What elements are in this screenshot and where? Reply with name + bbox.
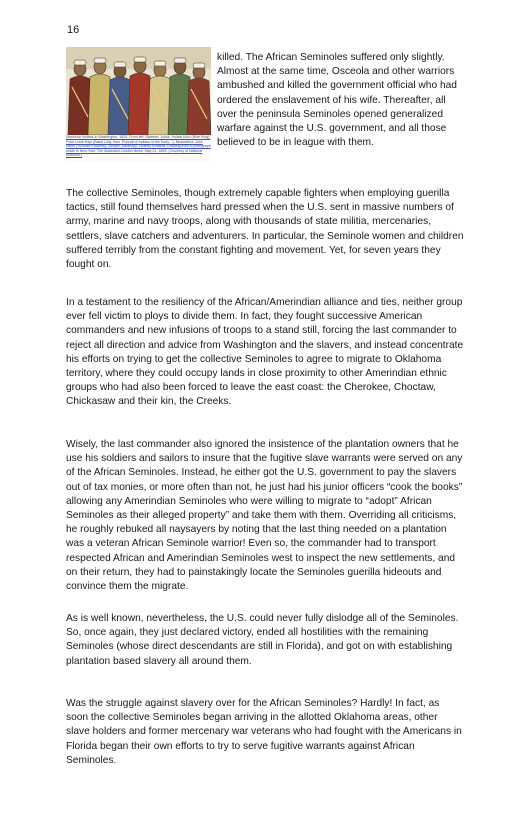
intro-paragraph: killed. The African Seminoles suffered only slightly. Almost at the same time, Osceola and other warriors ambushed and killed the government official who had ordered the enslavement of his wife. Thereafter, all over the peninsula Seminoles opened generalized warfare against the U.S. government, and all those believed to be in league with them.	[217, 52, 457, 149]
paragraph-2: In a testament to the resiliency of the African/Amerindian alliance and ties, neither group ever fell victim to ploys to divide them. In fact, they fought successive American commanders and new infusions of troops to a stand still, forcing the last commander to reject all direction and advice from Washington and the slavers, and instead concentrate his efforts on trying to get the collective Seminoles to agree to migrate to Oklahoma territory, where they could occupy lands in close proximity to other Amerindian ethnic groups who had also been forced to leave the east coast: the Cherokee, Choctaw, Chickasaw and their kin, the Creeks.	[66, 297, 464, 408]
paragraph-1: The collective Seminoles, though extremely capable fighters when employing guerilla tactics, still found themselves hard pressed when the U.S. sent in massive numbers of army, marine and navy troops, along with thousands of state militia, mercenaries, settlers, slave catchers and adventurers. In particular, the Seminole women and children suffered terribly from the constant fighting and movement. Yet, for seven years they fought on.	[66, 188, 464, 271]
intro-paragraph-block	[217, 51, 463, 150]
paragraph-4: As is well known, nevertheless, the U.S. could never fully dislodge all of the Seminoles. So, once again, they just declared victory, ended all hostilities with the remaining Seminoles (whose direct descendants are still in Florida), and got on with establishing plantation based slavery all around them.	[66, 613, 459, 667]
paragraph-5: Was the struggle against slavery over for the African Seminoles? Hardly! In fact, as soon the collective Seminoles began arriving in the allotted Oklahoma areas, other slave holders and former mercenary war veterans who had fought with the Americans in Florida began their own efforts to try to serve fugitive warrants against African Seminoles.	[66, 698, 462, 766]
page-number: 16	[67, 24, 80, 36]
paragraph-3: Wisely, the last commander also ignored the insistence of the plantation owners that he use his soldiers and sailors to insure that the fugitive slave warrants were served on any of the African Seminoles. Instead, he either got the U.S. government to pay the slavers out of tax monies, or more often than not, he just had his junior officers “cook the books” allowing any Amerindian Seminoles who were willing to migrate to “adopt” African Seminoles as their alleged property” and take them with them. Overriding all criticisms, he roughly rebuked all naysayers by noting that the last thing needed on a plantation was a veteran African Seminole warrior! Even so, the commander had to transport respected African and Amerindian Seminoles west to inspect the new settlements, and on their return, they had to painstakingly locate the Seminoles guerilla hideouts and convince them the migrate.	[66, 439, 463, 593]
seminole-group-illustration	[66, 47, 211, 162]
figure-caption: Seminole Indians in Washington, 1826. From left: Sweeter, Julius, Holata Mico (Blue King), Foke Luste Hajo (Black Clay, from 'Portrait of Indians in the Early...'), Neamathla, John Hicks (Tuckose Emathla), Jumper, Micanopy, Charley Emathla. Drawing from a photograph made in New York, The Illustrated London News, May 21, 1853. (Courtesy of National Archives.)	[66, 135, 211, 162]
